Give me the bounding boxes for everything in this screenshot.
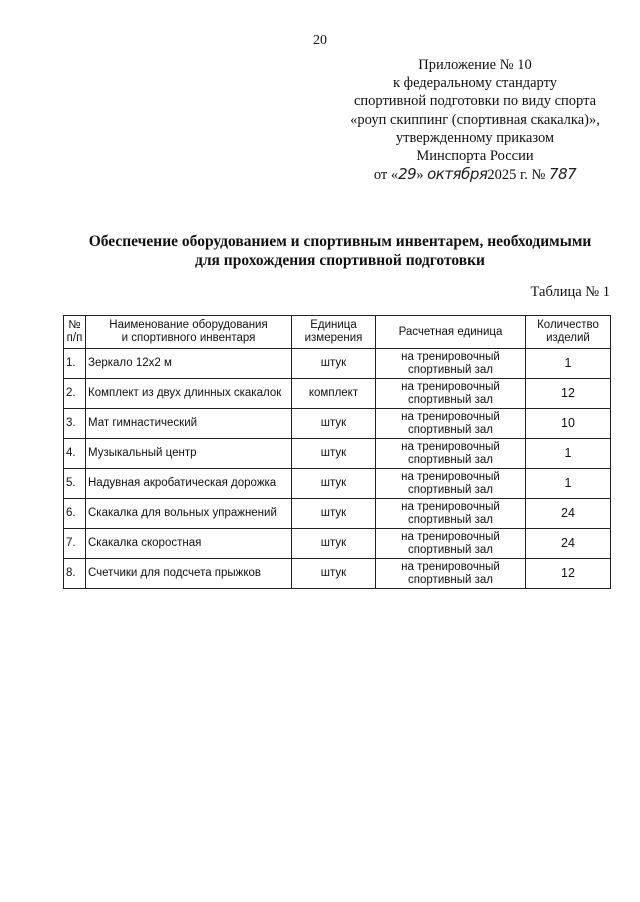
row-base: [376, 439, 526, 469]
title-line-2: для прохождения спортивной подготовки: [195, 252, 485, 269]
header-name: [86, 316, 292, 349]
row-num: 4.: [64, 439, 86, 469]
table-row: [64, 379, 611, 409]
row-name: Скакалка для вольных упражнений: [86, 499, 292, 529]
row-base-line1: на тренировочный: [401, 440, 500, 453]
row-base-line2: спортивный зал: [408, 543, 493, 556]
table-row: [64, 409, 611, 439]
row-qty: 24: [526, 529, 611, 559]
row-base: [376, 529, 526, 559]
ministry-text: Минспорта России: [416, 148, 534, 165]
row-name: Комплект из двух длинных скакалок: [86, 379, 292, 409]
header-qty-line2: изделий: [546, 332, 590, 344]
row-base-line2: спортивный зал: [408, 453, 493, 466]
row-unit: штук: [292, 349, 376, 379]
header-unit-line2: измерения: [304, 332, 363, 344]
row-qty: 1: [526, 349, 611, 379]
row-base-line1: на тренировочный: [401, 560, 500, 573]
row-base-line1: на тренировочный: [401, 380, 500, 393]
row-qty: 1: [526, 469, 611, 499]
row-base-line1: на тренировочный: [401, 350, 500, 363]
row-num: 3.: [64, 409, 86, 439]
row-num: 7.: [64, 529, 86, 559]
row-base-line1: на тренировочный: [401, 470, 500, 483]
appendix-header: [330, 56, 620, 184]
header-name-line2: и спортивного инвентаря: [121, 332, 256, 344]
row-base: [376, 469, 526, 499]
row-base: [376, 559, 526, 589]
row-num: 1.: [64, 349, 86, 379]
header-num-line1: №: [68, 319, 81, 331]
row-qty: 1: [526, 439, 611, 469]
row-unit: штук: [292, 559, 376, 589]
row-num: 6.: [64, 499, 86, 529]
table-row: [64, 469, 611, 499]
appendix-line: спортивной подготовки по виду спорта: [353, 93, 597, 110]
date-year: 2025 г. №: [487, 167, 546, 184]
date-prefix: от «: [373, 167, 399, 184]
row-unit: штук: [292, 439, 376, 469]
header-qty: [526, 316, 611, 349]
header-qty-line1: Количество: [537, 319, 599, 331]
row-base-line2: спортивный зал: [408, 363, 493, 376]
date-mid: »: [416, 167, 424, 184]
row-base-line2: спортивный зал: [408, 483, 493, 496]
row-base-line2: спортивный зал: [408, 573, 493, 586]
row-unit: штук: [292, 469, 376, 499]
row-name: Счетчики для подсчета прыжков: [86, 559, 292, 589]
appendix-line: утвержденному приказом: [395, 129, 555, 146]
handwritten-month: октября: [427, 165, 488, 184]
row-unit: штук: [292, 529, 376, 559]
row-base-line1: на тренировочный: [401, 530, 500, 543]
header-name-line1: Наименование оборудования: [109, 319, 268, 331]
row-base: [376, 409, 526, 439]
row-unit: штук: [292, 409, 376, 439]
row-unit: штук: [292, 499, 376, 529]
header-num-line2: п/п: [66, 332, 83, 344]
row-base-line1: на тренировочный: [401, 410, 500, 423]
row-name: Надувная акробатическая дорожка: [86, 469, 292, 499]
row-qty: 24: [526, 499, 611, 529]
table-header-row: [64, 316, 611, 349]
row-base: [376, 349, 526, 379]
row-num: 5.: [64, 469, 86, 499]
row-base: [376, 379, 526, 409]
order-date-line: [330, 165, 620, 184]
table-row: [64, 559, 611, 589]
table-row: [64, 349, 611, 379]
page-number: 20: [313, 33, 327, 48]
equipment-table: [63, 315, 611, 589]
table-row: [64, 529, 611, 559]
header-base: Расчетная единица: [376, 316, 526, 349]
row-base-line2: спортивный зал: [408, 513, 493, 526]
header-num: [64, 316, 86, 349]
row-qty: 10: [526, 409, 611, 439]
row-name: Мат гимнастический: [86, 409, 292, 439]
table-caption: Таблица № 1: [530, 284, 610, 300]
title-line-1: Обеспечение оборудованием и спортивным инвентарем, необходимыми: [88, 233, 592, 250]
row-unit: комплект: [292, 379, 376, 409]
row-base-line2: спортивный зал: [408, 423, 493, 436]
row-qty: 12: [526, 379, 611, 409]
table-row: [64, 499, 611, 529]
document-title: [40, 232, 640, 270]
header-unit: [292, 316, 376, 349]
row-base-line1: на тренировочный: [401, 500, 500, 513]
row-num: 2.: [64, 379, 86, 409]
handwritten-number: 787: [549, 165, 577, 184]
row-name: Музыкальный центр: [86, 439, 292, 469]
row-qty: 12: [526, 559, 611, 589]
row-base: [376, 499, 526, 529]
row-num: 8.: [64, 559, 86, 589]
handwritten-day: 29: [398, 165, 417, 184]
row-name: Зеркало 12х2 м: [86, 349, 292, 379]
table-row: [64, 439, 611, 469]
appendix-line: [330, 147, 620, 165]
appendix-line: «роуп скиппинг (спортивная скакалка)»,: [350, 111, 600, 128]
row-name: Скакалка скоростная: [86, 529, 292, 559]
appendix-line: к федеральному стандарту: [393, 75, 557, 92]
header-unit-line1: Единица: [310, 319, 357, 331]
row-base-line2: спортивный зал: [408, 393, 493, 406]
appendix-line: Приложение № 10: [418, 57, 532, 73]
